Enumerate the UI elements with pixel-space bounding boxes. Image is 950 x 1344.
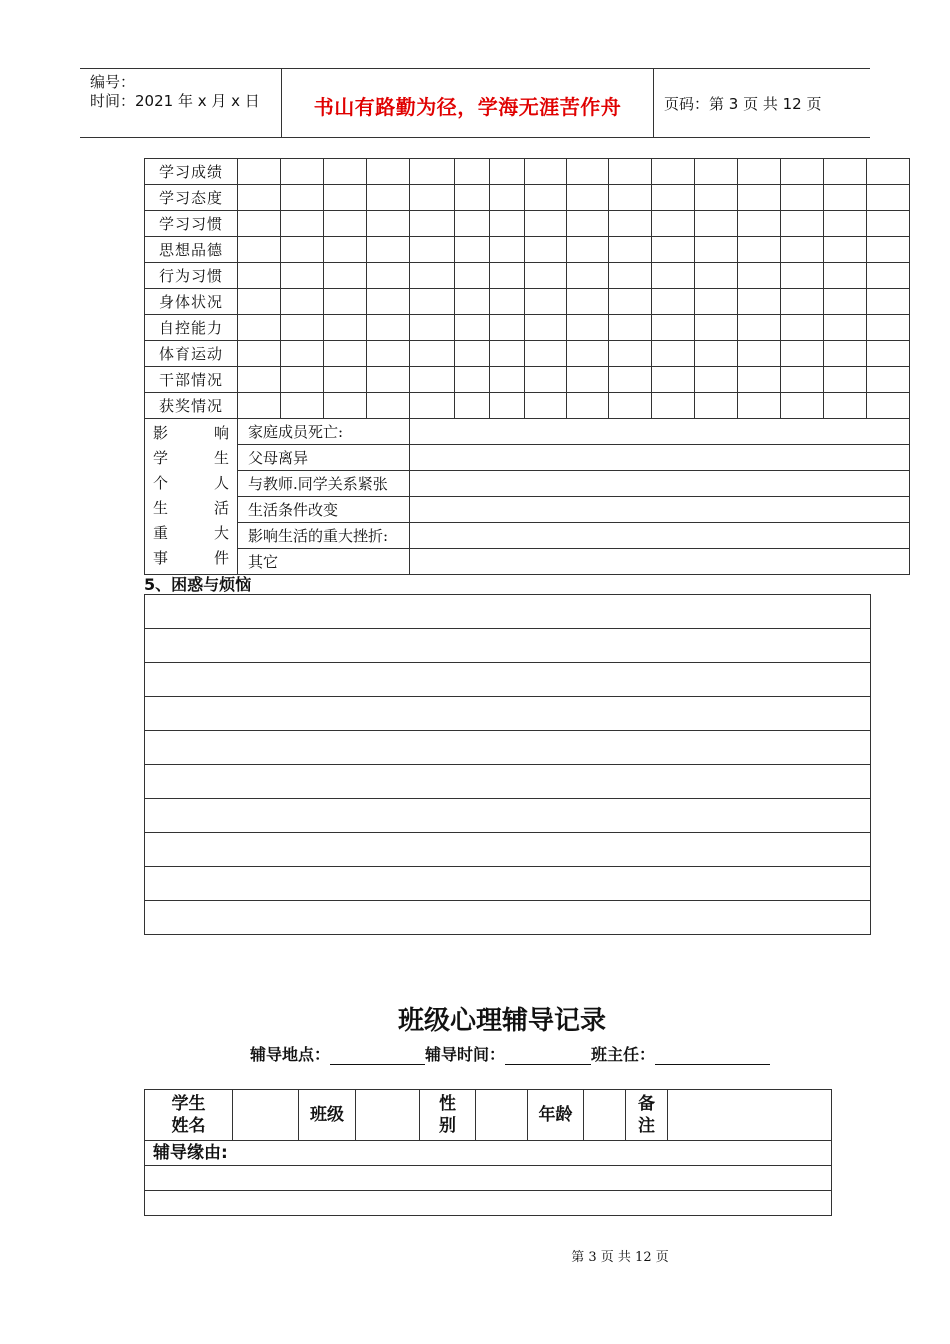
evaluation-cell[interactable] (281, 211, 324, 237)
evaluation-row (145, 211, 910, 237)
evaluation-cell[interactable] (238, 263, 281, 289)
evaluation-cell[interactable] (695, 367, 738, 393)
event-value[interactable] (410, 497, 910, 523)
major-events-char: 大 (213, 524, 229, 542)
writing-row (145, 765, 871, 799)
writing-row (145, 901, 871, 935)
document-code: 编号： (90, 73, 136, 91)
evaluation-cell[interactable] (652, 159, 695, 185)
gender-label: 性 别 (420, 1090, 476, 1141)
evaluation-cell[interactable] (695, 211, 738, 237)
writing-row (145, 697, 871, 731)
evaluation-cell[interactable] (738, 211, 781, 237)
evaluation-cell[interactable] (490, 237, 525, 263)
evaluation-cell[interactable] (324, 263, 367, 289)
event-row (145, 497, 910, 523)
header-right-cell (654, 69, 870, 137)
evaluation-cell[interactable] (324, 341, 367, 367)
major-events-char: 学 (153, 449, 169, 467)
evaluation-cell[interactable] (281, 315, 324, 341)
evaluation-cell[interactable] (367, 237, 410, 263)
evaluation-cell[interactable] (695, 237, 738, 263)
evaluation-cell[interactable] (525, 315, 567, 341)
evaluation-row-label: 学习习惯 (145, 211, 238, 237)
event-row (145, 523, 910, 549)
major-events-char: 重 (153, 524, 169, 542)
evaluation-cell[interactable] (781, 159, 824, 185)
writing-line[interactable] (145, 867, 871, 901)
evaluation-cell[interactable] (455, 367, 490, 393)
evaluation-cell[interactable] (695, 289, 738, 315)
evaluation-cell[interactable] (238, 393, 281, 419)
evaluation-cell[interactable] (455, 159, 490, 185)
evaluation-cell[interactable] (324, 315, 367, 341)
writing-line[interactable] (145, 765, 871, 799)
evaluation-cell[interactable] (824, 289, 867, 315)
name-field[interactable] (233, 1090, 299, 1141)
event-row (145, 549, 910, 575)
evaluation-cell[interactable] (567, 237, 609, 263)
evaluation-cell[interactable] (238, 289, 281, 315)
major-events-char: 个 (153, 474, 169, 492)
evaluation-cell[interactable] (609, 185, 652, 211)
evaluation-cell[interactable] (490, 367, 525, 393)
evaluation-row (145, 367, 910, 393)
evaluation-cell[interactable] (867, 263, 910, 289)
evaluation-cell[interactable] (410, 289, 455, 315)
writing-row (145, 663, 871, 697)
evaluation-cell[interactable] (490, 341, 525, 367)
evaluation-row-label: 体育运动 (145, 341, 238, 367)
evaluation-row-label: 干部情况 (145, 367, 238, 393)
evaluation-cell[interactable] (367, 289, 410, 315)
evaluation-cell[interactable] (525, 211, 567, 237)
event-row (145, 471, 910, 497)
evaluation-cell[interactable] (609, 237, 652, 263)
teacher-field[interactable] (655, 1046, 770, 1065)
reason-line[interactable] (145, 1166, 832, 1191)
evaluation-cell[interactable] (455, 315, 490, 341)
writing-line[interactable] (145, 799, 871, 833)
event-value[interactable] (410, 523, 910, 549)
evaluation-cell[interactable] (867, 159, 910, 185)
evaluation-cell[interactable] (525, 159, 567, 185)
evaluation-cell[interactable] (567, 341, 609, 367)
evaluation-cell[interactable] (867, 185, 910, 211)
evaluation-cell[interactable] (781, 393, 824, 419)
event-value[interactable] (410, 445, 910, 471)
evaluation-cell[interactable] (609, 211, 652, 237)
evaluation-cell[interactable] (367, 159, 410, 185)
teacher-label: 班主任： (591, 1045, 656, 1064)
evaluation-cell[interactable] (867, 315, 910, 341)
evaluation-row-label: 学习态度 (145, 185, 238, 211)
writing-row (145, 867, 871, 901)
evaluation-cell[interactable] (738, 315, 781, 341)
evaluation-cell[interactable] (490, 289, 525, 315)
evaluation-cell[interactable] (238, 185, 281, 211)
evaluation-cell[interactable] (609, 367, 652, 393)
place-label: 辅导地点： (250, 1045, 331, 1064)
header-center-cell (282, 69, 654, 137)
evaluation-row (145, 315, 910, 341)
evaluation-cell[interactable] (867, 211, 910, 237)
evaluation-cell[interactable] (490, 211, 525, 237)
evaluation-row (145, 393, 910, 419)
writing-line[interactable] (145, 595, 871, 629)
evaluation-cell[interactable] (567, 263, 609, 289)
evaluation-cell[interactable] (525, 289, 567, 315)
evaluation-cell[interactable] (652, 211, 695, 237)
evaluation-row-label: 思想品德 (145, 237, 238, 263)
evaluation-cell[interactable] (367, 211, 410, 237)
evaluation-cell[interactable] (238, 159, 281, 185)
evaluation-cell[interactable] (410, 341, 455, 367)
evaluation-cell[interactable] (367, 315, 410, 341)
evaluation-cell[interactable] (525, 341, 567, 367)
event-label: 其它 (238, 549, 410, 575)
evaluation-row (145, 289, 910, 315)
class-field[interactable] (356, 1090, 420, 1141)
evaluation-cell[interactable] (525, 237, 567, 263)
evaluation-row (145, 237, 910, 263)
class-label: 班级 (299, 1090, 356, 1141)
event-row (145, 445, 910, 471)
evaluation-cell[interactable] (525, 185, 567, 211)
evaluation-cell[interactable] (410, 367, 455, 393)
evaluation-cell[interactable] (609, 263, 652, 289)
writing-row (145, 595, 871, 629)
evaluation-cell[interactable] (738, 185, 781, 211)
evaluation-cell[interactable] (824, 211, 867, 237)
evaluation-cell[interactable] (324, 237, 367, 263)
evaluation-cell[interactable] (281, 393, 324, 419)
evaluation-cell[interactable] (367, 185, 410, 211)
writing-row (145, 629, 871, 663)
reason-label: 辅导缘由: (145, 1141, 832, 1166)
gender-field[interactable] (476, 1090, 528, 1141)
event-label: 家庭成员死亡: (238, 419, 410, 445)
evaluation-cell[interactable] (781, 367, 824, 393)
evaluation-cell[interactable] (824, 393, 867, 419)
time-label: 辅导时间： (425, 1045, 506, 1064)
evaluation-cell[interactable] (567, 367, 609, 393)
evaluation-cell[interactable] (455, 393, 490, 419)
evaluation-cell[interactable] (609, 393, 652, 419)
remark-field[interactable] (668, 1090, 832, 1141)
section-5-title: 5、困惑与烦恼 (144, 575, 252, 594)
evaluation-cell[interactable] (238, 315, 281, 341)
evaluation-cell[interactable] (367, 367, 410, 393)
evaluation-cell[interactable] (652, 289, 695, 315)
evaluation-cell[interactable] (490, 393, 525, 419)
evaluation-cell[interactable] (609, 341, 652, 367)
evaluation-cell[interactable] (410, 185, 455, 211)
evaluation-cell[interactable] (867, 367, 910, 393)
evaluation-cell[interactable] (410, 159, 455, 185)
writing-row (145, 833, 871, 867)
motto: 书山有路勤为径，学海无涯苦作舟 (313, 95, 622, 119)
evaluation-cell[interactable] (781, 315, 824, 341)
evaluation-cell[interactable] (238, 237, 281, 263)
evaluation-cell[interactable] (695, 159, 738, 185)
header-left-cell (80, 69, 282, 137)
evaluation-table (144, 158, 910, 575)
evaluation-cell[interactable] (367, 263, 410, 289)
evaluation-cell[interactable] (567, 315, 609, 341)
age-field[interactable] (584, 1090, 626, 1141)
evaluation-cell[interactable] (455, 341, 490, 367)
evaluation-cell[interactable] (867, 237, 910, 263)
page-indicator: 页码：第 3 页 共 12 页 (664, 95, 822, 113)
name-label: 学生 姓名 (145, 1090, 233, 1141)
event-label: 影响生活的重大挫折: (238, 523, 410, 549)
writing-line[interactable] (145, 697, 871, 731)
worries-writing-table (144, 594, 871, 935)
page-footer: 第 3 页 共 12 页 (571, 1250, 669, 1265)
evaluation-cell[interactable] (324, 159, 367, 185)
evaluation-cell[interactable] (238, 211, 281, 237)
evaluation-cell[interactable] (567, 289, 609, 315)
evaluation-cell[interactable] (781, 263, 824, 289)
evaluation-row-label: 身体状况 (145, 289, 238, 315)
evaluation-cell[interactable] (410, 263, 455, 289)
evaluation-cell[interactable] (455, 211, 490, 237)
evaluation-cell[interactable] (567, 211, 609, 237)
evaluation-cell[interactable] (652, 263, 695, 289)
event-value[interactable] (410, 549, 910, 575)
record-title: 班级心理辅导记录 (397, 1006, 606, 1036)
evaluation-cell[interactable] (824, 159, 867, 185)
writing-line[interactable] (145, 901, 871, 935)
major-events-char: 活 (213, 499, 229, 517)
writing-row (145, 799, 871, 833)
evaluation-cell[interactable] (410, 393, 455, 419)
evaluation-cell[interactable] (490, 315, 525, 341)
evaluation-cell[interactable] (281, 185, 324, 211)
evaluation-cell[interactable] (410, 315, 455, 341)
writing-line[interactable] (145, 833, 871, 867)
evaluation-cell[interactable] (490, 159, 525, 185)
evaluation-cell[interactable] (652, 315, 695, 341)
evaluation-cell[interactable] (738, 367, 781, 393)
major-events-char: 人 (213, 474, 229, 492)
document-header (80, 68, 870, 138)
evaluation-cell[interactable] (238, 367, 281, 393)
evaluation-cell[interactable] (824, 315, 867, 341)
evaluation-cell[interactable] (490, 185, 525, 211)
evaluation-cell[interactable] (824, 341, 867, 367)
evaluation-cell[interactable] (455, 237, 490, 263)
evaluation-cell[interactable] (738, 341, 781, 367)
writing-line[interactable] (145, 663, 871, 697)
evaluation-cell[interactable] (609, 289, 652, 315)
evaluation-row (145, 263, 910, 289)
evaluation-cell[interactable] (695, 393, 738, 419)
evaluation-cell[interactable] (781, 211, 824, 237)
evaluation-cell[interactable] (324, 393, 367, 419)
writing-line[interactable] (145, 629, 871, 663)
evaluation-cell[interactable] (652, 237, 695, 263)
evaluation-cell[interactable] (567, 159, 609, 185)
evaluation-cell[interactable] (525, 263, 567, 289)
event-value[interactable] (410, 471, 910, 497)
evaluation-cell[interactable] (324, 289, 367, 315)
evaluation-cell[interactable] (281, 159, 324, 185)
evaluation-row-label: 自控能力 (145, 315, 238, 341)
evaluation-cell[interactable] (738, 237, 781, 263)
evaluation-cell[interactable] (238, 341, 281, 367)
major-events-label (145, 419, 238, 575)
major-events-char: 生 (153, 499, 169, 517)
evaluation-cell[interactable] (609, 159, 652, 185)
reason-line[interactable] (145, 1191, 832, 1216)
event-label: 生活条件改变 (238, 497, 410, 523)
evaluation-cell[interactable] (455, 263, 490, 289)
evaluation-cell[interactable] (738, 263, 781, 289)
document-date: 时间：2021 年 x 月 x 日 (90, 92, 260, 110)
evaluation-cell[interactable] (695, 315, 738, 341)
evaluation-cell[interactable] (824, 185, 867, 211)
evaluation-cell[interactable] (781, 341, 824, 367)
major-events-char: 生 (213, 449, 229, 467)
evaluation-cell[interactable] (455, 289, 490, 315)
time-field[interactable] (505, 1046, 591, 1065)
writing-row (145, 731, 871, 765)
major-events-char: 件 (213, 549, 229, 567)
evaluation-cell[interactable] (281, 237, 324, 263)
evaluation-row (145, 185, 910, 211)
evaluation-cell[interactable] (324, 367, 367, 393)
evaluation-cell[interactable] (324, 211, 367, 237)
evaluation-row-label: 学习成绩 (145, 159, 238, 185)
evaluation-cell[interactable] (490, 263, 525, 289)
evaluation-row-label: 获奖情况 (145, 393, 238, 419)
evaluation-cell[interactable] (867, 393, 910, 419)
evaluation-cell[interactable] (738, 159, 781, 185)
age-label: 年龄 (528, 1090, 584, 1141)
evaluation-cell[interactable] (410, 211, 455, 237)
evaluation-cell[interactable] (455, 185, 490, 211)
major-events-char: 响 (213, 424, 229, 442)
evaluation-cell[interactable] (525, 393, 567, 419)
evaluation-cell[interactable] (652, 393, 695, 419)
event-value[interactable] (410, 419, 910, 445)
evaluation-cell[interactable] (652, 341, 695, 367)
evaluation-cell[interactable] (781, 237, 824, 263)
evaluation-cell[interactable] (824, 263, 867, 289)
evaluation-cell[interactable] (781, 185, 824, 211)
evaluation-cell[interactable] (281, 341, 324, 367)
major-events-char: 事 (153, 549, 169, 567)
remark-label: 备 注 (626, 1090, 668, 1141)
event-label: 父母离异 (238, 445, 410, 471)
event-label: 与教师.同学关系紧张 (238, 471, 410, 497)
place-field[interactable] (330, 1046, 425, 1065)
writing-line[interactable] (145, 731, 871, 765)
evaluation-cell[interactable] (567, 185, 609, 211)
evaluation-cell[interactable] (867, 289, 910, 315)
evaluation-cell[interactable] (281, 289, 324, 315)
evaluation-row (145, 159, 910, 185)
evaluation-cell[interactable] (695, 263, 738, 289)
evaluation-cell[interactable] (281, 263, 324, 289)
evaluation-cell[interactable] (652, 185, 695, 211)
evaluation-cell[interactable] (367, 393, 410, 419)
evaluation-row-label: 行为习惯 (145, 263, 238, 289)
evaluation-cell[interactable] (324, 185, 367, 211)
event-row (145, 419, 910, 445)
evaluation-cell[interactable] (367, 341, 410, 367)
evaluation-cell[interactable] (695, 341, 738, 367)
evaluation-cell[interactable] (824, 367, 867, 393)
evaluation-cell[interactable] (652, 367, 695, 393)
record-table (144, 1089, 832, 1216)
evaluation-cell[interactable] (609, 315, 652, 341)
evaluation-cell[interactable] (781, 289, 824, 315)
major-events-char: 影 (153, 424, 169, 442)
evaluation-cell[interactable] (738, 289, 781, 315)
evaluation-cell[interactable] (281, 367, 324, 393)
evaluation-cell[interactable] (410, 237, 455, 263)
evaluation-cell[interactable] (695, 185, 738, 211)
evaluation-cell[interactable] (824, 237, 867, 263)
evaluation-row (145, 341, 910, 367)
evaluation-cell[interactable] (867, 341, 910, 367)
evaluation-cell[interactable] (738, 393, 781, 419)
record-meta (250, 1042, 770, 1065)
evaluation-cell[interactable] (525, 367, 567, 393)
evaluation-cell[interactable] (567, 393, 609, 419)
